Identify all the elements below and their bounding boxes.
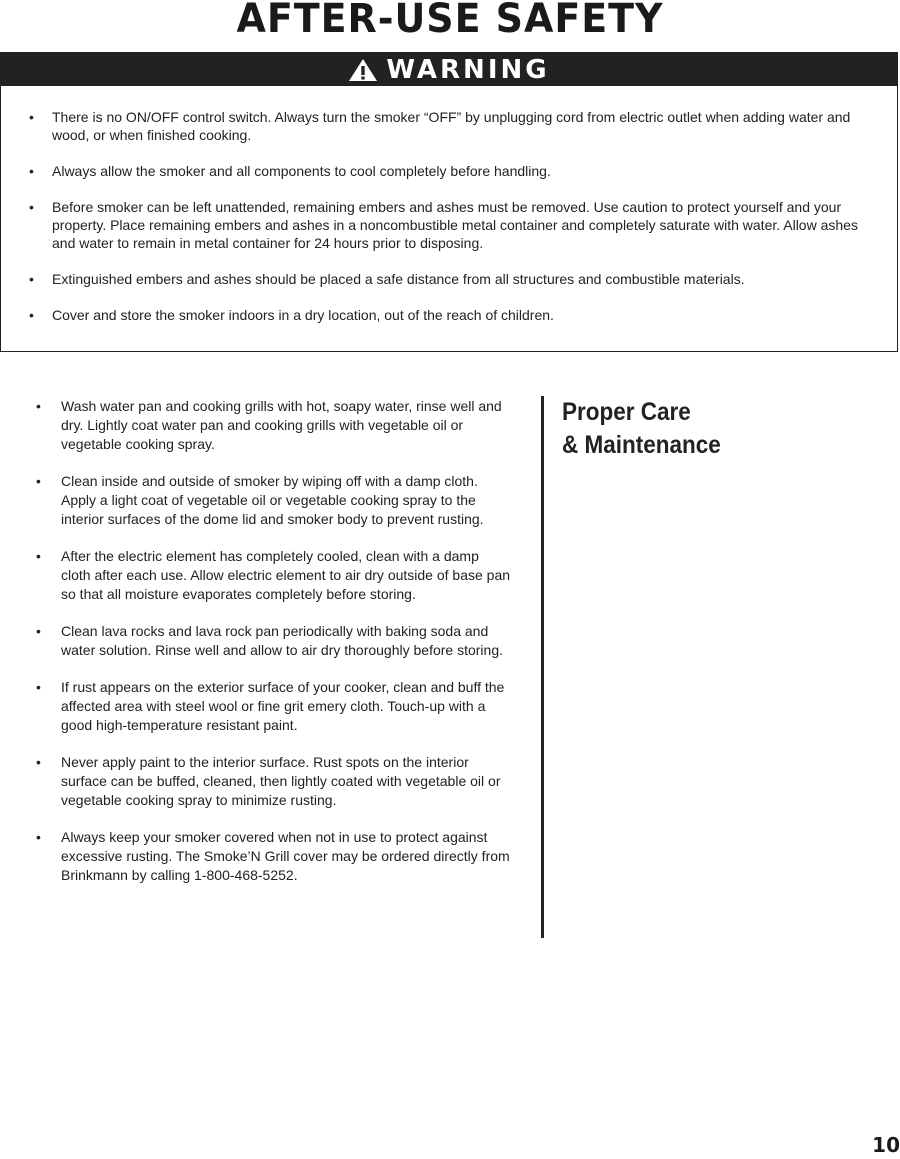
care-list xyxy=(34,397,512,903)
warning-box xyxy=(0,52,898,352)
warning-label: WARNING xyxy=(386,54,550,85)
section-heading xyxy=(562,396,850,462)
warning-list xyxy=(1,86,897,324)
care-item: • Always keep your smoker covered when not in use to protect against excessive rusting. The Smoke’N Grill cover may be ordered directly from Brinkmann by calling 1-800-468-5252. xyxy=(34,828,512,885)
warning-item: • Before smoker can be left unattended, remaining embers and ashes must be removed. Use caution to protect yourself and your property. Place remaining embers and ashes in a noncombustible metal container and completely saturate with water. Allow ashes and water to remain in metal container for 24 hours prior to disposing. xyxy=(25,198,879,252)
section-heading-line: Proper Care xyxy=(562,398,691,426)
care-item: • After the electric element has completely cooled, clean with a damp cloth after each use. Allow electric element to air dry outside of base pan so that all moisture evaporates completely before storing. xyxy=(34,547,512,604)
section-heading-line: & Maintenance xyxy=(562,431,721,459)
warning-item: • Always allow the smoker and all components to cool completely before handling. xyxy=(25,162,879,180)
care-item: • Wash water pan and cooking grills with hot, soapy water, rinse well and dry. Lightly coat water pan and cooking grills with vegetable oil or vegetable cooking spray. xyxy=(34,397,512,454)
page-title: AFTER-USE SAFETY xyxy=(236,0,664,42)
care-item: • Never apply paint to the interior surface. Rust spots on the interior surface can be buffed, cleaned, then lightly coated with vegetable oil or vegetable cooking spray to minimize rusting. xyxy=(34,753,512,810)
care-item: • Clean lava rocks and lava rock pan periodically with baking soda and water solution. Rinse well and allow to air dry thoroughly before storing. xyxy=(34,622,512,660)
warning-triangle-icon xyxy=(348,58,378,82)
warning-item: • Extinguished embers and ashes should be placed a safe distance from all structures and combustible materials. xyxy=(25,270,879,288)
care-item: • If rust appears on the exterior surface of your cooker, clean and buff the affected area with steel wool or fine grit emery cloth. Touch-up with a good high-temperature resistant paint. xyxy=(34,678,512,735)
care-item: • Clean inside and outside of smoker by wiping off with a damp cloth. Apply a light coat of vegetable oil or vegetable cooking spray to the interior surfaces of the dome lid and smoker body to prevent rusting. xyxy=(34,472,512,529)
column-divider xyxy=(541,396,544,938)
page-number: 10 xyxy=(872,1133,900,1157)
warning-item: • Cover and store the smoker indoors in a dry location, out of the reach of children. xyxy=(25,306,879,324)
warning-item: • There is no ON/OFF control switch. Always turn the smoker “OFF” by unplugging cord from electric outlet when adding water and wood, or when finished cooking. xyxy=(25,108,879,144)
warning-banner xyxy=(1,53,897,86)
